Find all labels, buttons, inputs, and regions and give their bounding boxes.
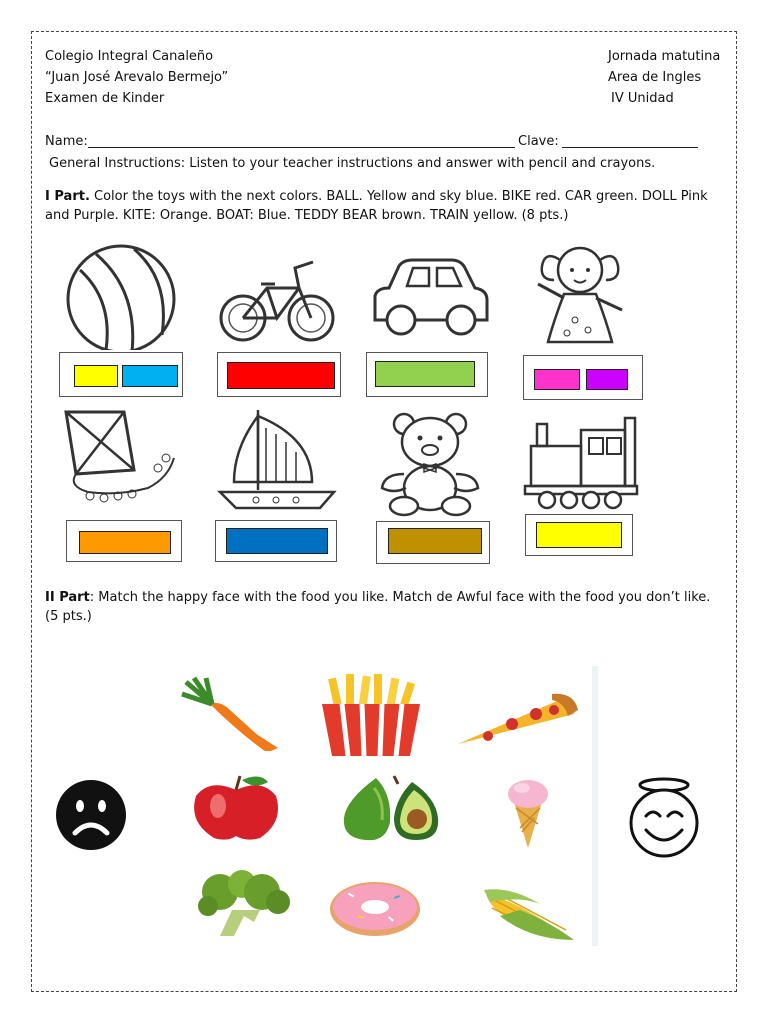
corn-icon[interactable] bbox=[480, 882, 576, 942]
kite-color-box[interactable] bbox=[66, 520, 182, 562]
unit-line: IV Unidad bbox=[611, 91, 674, 106]
toy-train bbox=[523, 408, 653, 568]
brown-swatch bbox=[388, 528, 482, 554]
area-line: Area de Ingles bbox=[608, 70, 702, 85]
ball-icon bbox=[58, 240, 188, 350]
donut-icon[interactable] bbox=[328, 880, 422, 938]
doll-icon bbox=[520, 240, 650, 355]
bike-color-box[interactable] bbox=[217, 352, 341, 397]
toy-teddy-bear bbox=[374, 408, 504, 568]
blue-swatch bbox=[226, 528, 328, 554]
avocado-icon[interactable] bbox=[340, 774, 444, 842]
name-field[interactable] bbox=[88, 147, 515, 148]
toy-bike bbox=[215, 240, 345, 400]
shift-line: Jornada matutina bbox=[608, 49, 721, 64]
part2-instructions bbox=[45, 588, 725, 626]
car-icon bbox=[365, 240, 495, 350]
clave-label: Clave: bbox=[518, 134, 559, 149]
red-swatch bbox=[227, 362, 335, 389]
pizza-icon[interactable] bbox=[456, 686, 581, 748]
apple-icon[interactable] bbox=[190, 772, 282, 840]
orange-swatch bbox=[79, 531, 171, 554]
name-label: Name: bbox=[45, 134, 88, 149]
clave-field[interactable] bbox=[562, 147, 698, 148]
car-color-box[interactable] bbox=[366, 352, 488, 397]
toy-ball bbox=[58, 240, 188, 400]
kite-icon bbox=[58, 408, 188, 518]
doll-color-box[interactable] bbox=[523, 355, 643, 400]
school-name-line: “Juan José Arevalo Bermejo” bbox=[45, 70, 229, 85]
boat-icon bbox=[212, 408, 342, 518]
part2-text: : Match the happy face with the food you like. Match de Awful face with the food you don’t like. (5 pts.) bbox=[45, 590, 711, 624]
toy-boat bbox=[212, 408, 342, 568]
yellow-swatch bbox=[74, 365, 118, 387]
sad-face-icon[interactable] bbox=[55, 779, 127, 851]
food-grid-edge bbox=[592, 666, 598, 946]
toy-kite bbox=[58, 408, 188, 568]
boat-color-box[interactable] bbox=[215, 520, 337, 562]
sky-blue-swatch bbox=[122, 365, 178, 387]
yellow-swatch bbox=[536, 522, 622, 548]
toy-doll bbox=[520, 240, 650, 400]
part2-title: II Part bbox=[45, 590, 90, 605]
part1-title: I Part. bbox=[45, 189, 90, 204]
toy-car bbox=[365, 240, 495, 400]
bike-icon bbox=[215, 240, 345, 350]
general-instructions: General Instructions: Listen to your teacher instructions and answer with pencil and crayons. bbox=[49, 156, 656, 171]
purple-swatch bbox=[586, 369, 628, 390]
french-fries-icon[interactable] bbox=[318, 674, 428, 756]
happy-angel-face-icon[interactable] bbox=[626, 776, 702, 860]
ball-color-box[interactable] bbox=[59, 352, 183, 397]
teddy-bear-icon bbox=[374, 408, 504, 518]
food-grid bbox=[168, 666, 598, 946]
exam-line: Examen de Kinder bbox=[45, 91, 165, 106]
part1-text: Color the toys with the next colors. BALL. Yellow and sky blue. BIKE red. CAR green. DOLL Pink and Purple. KITE: Orange. BOAT: Blue. TEDDY BEAR brown. TRAIN yellow. (8 pts.) bbox=[45, 189, 708, 223]
pink-swatch bbox=[534, 369, 580, 390]
part1-instructions bbox=[45, 187, 725, 225]
train-icon bbox=[523, 408, 653, 518]
broccoli-icon[interactable] bbox=[198, 870, 292, 940]
green-swatch bbox=[375, 361, 475, 387]
ice-cream-icon[interactable] bbox=[498, 776, 558, 848]
carrot-icon[interactable] bbox=[180, 676, 280, 751]
school-line: Colegio Integral Canaleño bbox=[45, 49, 214, 64]
train-color-box[interactable] bbox=[525, 514, 633, 556]
teddy-color-box[interactable] bbox=[376, 521, 490, 564]
